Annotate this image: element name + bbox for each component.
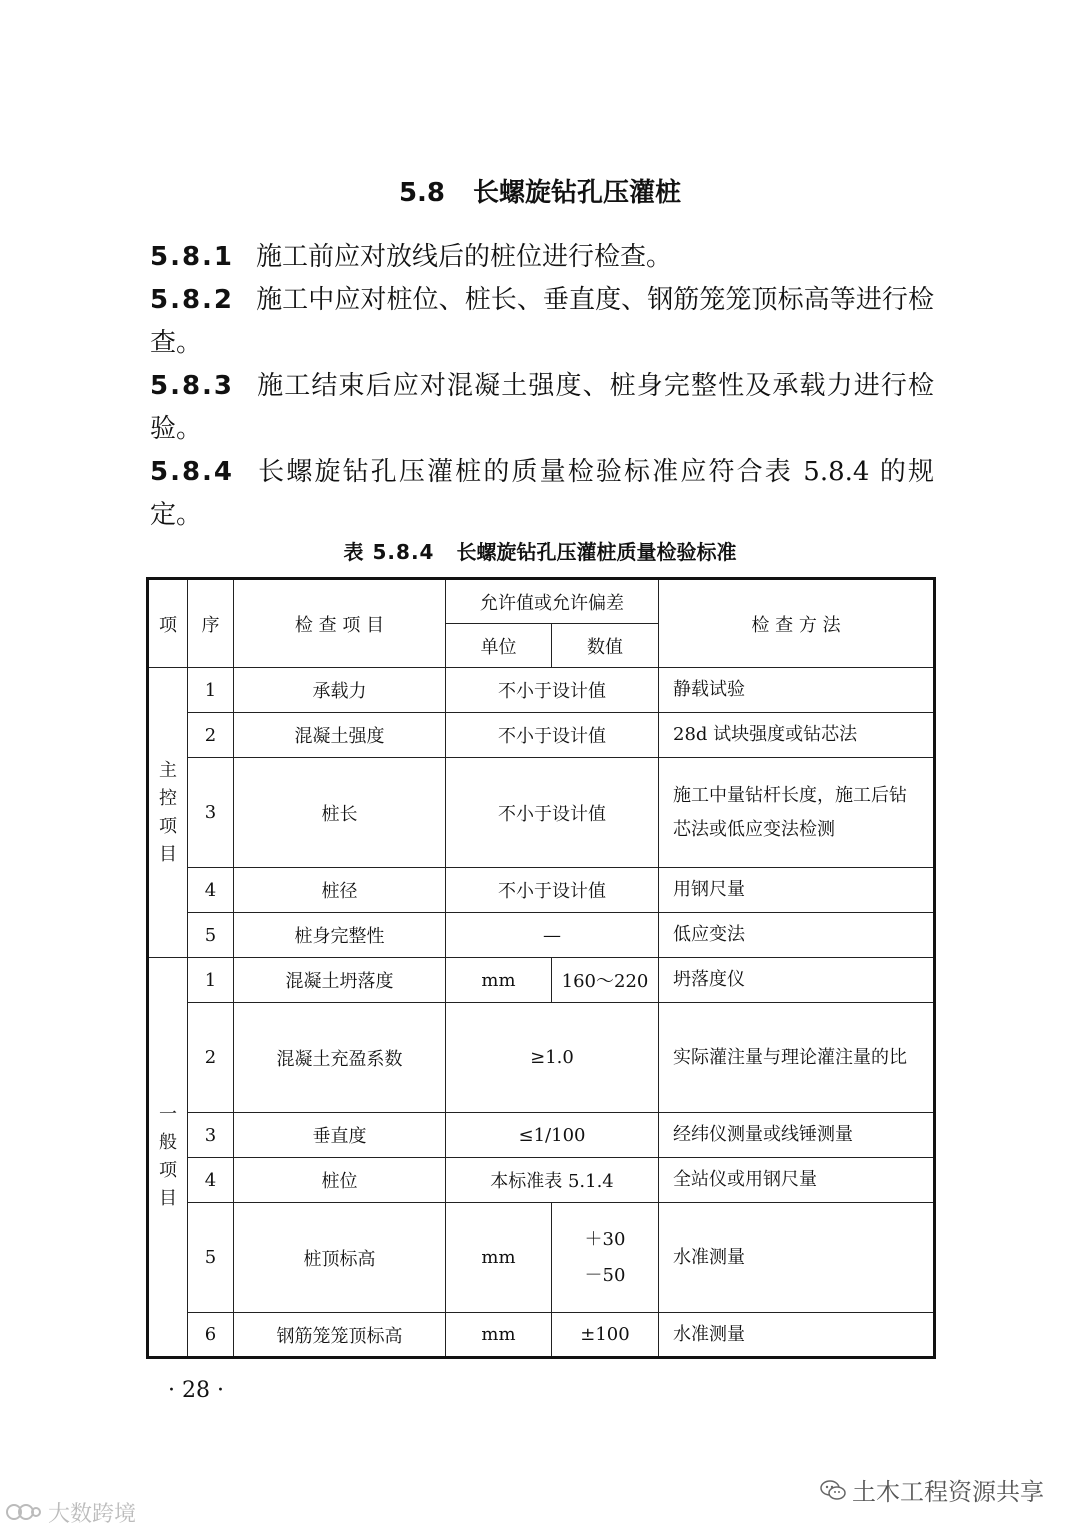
seq-cell: 6 — [188, 1313, 234, 1358]
seq-cell: 5 — [188, 913, 234, 958]
method-cell: 28d 试块强度或钻芯法 — [659, 713, 935, 758]
item-cell: 混凝土坍落度 — [234, 958, 446, 1003]
section-heading — [0, 172, 1080, 209]
value-cell: ±100 — [552, 1313, 659, 1358]
unit-cell: mm — [446, 1203, 552, 1313]
header-allowed: 允许值或允许偏差 — [446, 579, 659, 624]
table-row — [148, 1158, 935, 1203]
table-row — [148, 713, 935, 758]
method-cell: 施工中量钻杆长度，施工后钻芯法或低应变法检测 — [659, 758, 935, 868]
allowed-cell: ≥1.0 — [446, 1003, 659, 1113]
seq-cell: 4 — [188, 868, 234, 913]
clause-5-8-4 — [150, 451, 934, 537]
clause-text: 施工前应对放线后的桩位进行检查。 — [256, 242, 673, 272]
allowed-cell: 不小于设计值 — [446, 758, 659, 868]
allowed-cell: ≤1/100 — [446, 1113, 659, 1158]
allowed-cell: 不小于设计值 — [446, 868, 659, 913]
item-cell: 桩顶标高 — [234, 1203, 446, 1313]
page-number: · 28 · — [168, 1378, 224, 1403]
header-unit: 单位 — [446, 624, 552, 668]
item-cell: 垂直度 — [234, 1113, 446, 1158]
clause-5-8-1 — [150, 236, 934, 279]
unit-cell: mm — [446, 1313, 552, 1358]
header-item: 检 查 项 目 — [234, 579, 446, 668]
clause-number: 5.8.2 — [150, 285, 235, 315]
clause-text: 施工中应对桩位、桩长、垂直度、钢筋笼笼顶标高等进行检查。 — [150, 285, 934, 358]
method-cell: 经纬仪测量或线锤测量 — [659, 1113, 935, 1158]
table-title: 长螺旋钻孔压灌桩质量检验标准 — [456, 540, 737, 564]
item-cell: 承载力 — [234, 668, 446, 713]
unit-cell: mm — [446, 958, 552, 1003]
table-row — [148, 1313, 935, 1358]
watermark-right — [820, 1472, 1044, 1507]
clause-5-8-3 — [150, 365, 934, 451]
item-cell: 桩径 — [234, 868, 446, 913]
table-caption — [0, 536, 1080, 565]
item-cell: 桩位 — [234, 1158, 446, 1203]
method-cell: 低应变法 — [659, 913, 935, 958]
table-row — [148, 1003, 935, 1113]
header-seq: 序 — [188, 579, 234, 668]
value-upper: ＋30 — [584, 1228, 626, 1250]
quality-inspection-table — [146, 577, 936, 1359]
seq-cell: 3 — [188, 1113, 234, 1158]
section-title: 长螺旋钻孔压灌桩 — [473, 178, 682, 208]
seq-cell: 1 — [188, 668, 234, 713]
method-cell: 全站仪或用钢尺量 — [659, 1158, 935, 1203]
item-cell: 桩身完整性 — [234, 913, 446, 958]
item-cell: 钢筋笼笼顶标高 — [234, 1313, 446, 1358]
table-row — [148, 1203, 935, 1313]
watermark-right-text: 土木工程资源共享 — [852, 1478, 1044, 1506]
table-number: 表 5.8.4 — [343, 540, 435, 564]
watermark-left-text: 大数跨境 — [48, 1502, 137, 1527]
logo-icon — [6, 1501, 42, 1529]
clause-text: 施工结束后应对混凝土强度、桩身完整性及承载力进行检验。 — [150, 371, 934, 444]
clause-number: 5.8.3 — [150, 371, 235, 401]
header-category: 项 — [148, 579, 188, 668]
allowed-cell: 不小于设计值 — [446, 668, 659, 713]
clause-5-8-2 — [150, 279, 934, 365]
item-cell: 混凝土强度 — [234, 713, 446, 758]
method-cell: 水准测量 — [659, 1203, 935, 1313]
table-row — [148, 1113, 935, 1158]
value-cell: 160～220 — [552, 958, 659, 1003]
method-cell: 用钢尺量 — [659, 868, 935, 913]
header-value: 数值 — [552, 624, 659, 668]
wechat-icon — [820, 1479, 846, 1507]
section-number: 5.8 — [398, 178, 446, 208]
table-row — [148, 868, 935, 913]
clause-number: 5.8.1 — [150, 242, 235, 272]
clause-number: 5.8.4 — [150, 457, 235, 487]
table-row — [148, 758, 935, 868]
allowed-cell: 不小于设计值 — [446, 713, 659, 758]
seq-cell: 3 — [188, 758, 234, 868]
header-method: 检 查 方 法 — [659, 579, 935, 668]
value-cell — [552, 1203, 659, 1313]
seq-cell: 5 — [188, 1203, 234, 1313]
table-row — [148, 913, 935, 958]
allowed-cell: 本标准表 5.1.4 — [446, 1158, 659, 1203]
item-cell: 桩长 — [234, 758, 446, 868]
seq-cell: 4 — [188, 1158, 234, 1203]
allowed-cell: — — [446, 913, 659, 958]
seq-cell: 2 — [188, 1003, 234, 1113]
seq-cell: 1 — [188, 958, 234, 1003]
table-row — [148, 958, 935, 1003]
group-label-general: 一 般 项 目 — [148, 958, 188, 1358]
seq-cell: 2 — [188, 713, 234, 758]
method-cell: 静载试验 — [659, 668, 935, 713]
value-lower: －50 — [584, 1264, 626, 1286]
item-cell: 混凝土充盈系数 — [234, 1003, 446, 1113]
table-row — [148, 668, 935, 713]
clause-text: 长螺旋钻孔压灌桩的质量检验标准应符合表 5.8.4 的规定。 — [150, 457, 934, 530]
method-cell: 水准测量 — [659, 1313, 935, 1358]
watermark-left — [6, 1497, 136, 1529]
method-cell: 坍落度仪 — [659, 958, 935, 1003]
group-label-main: 主 控 项 目 — [148, 668, 188, 958]
method-cell: 实际灌注量与理论灌注量的比 — [659, 1003, 935, 1113]
